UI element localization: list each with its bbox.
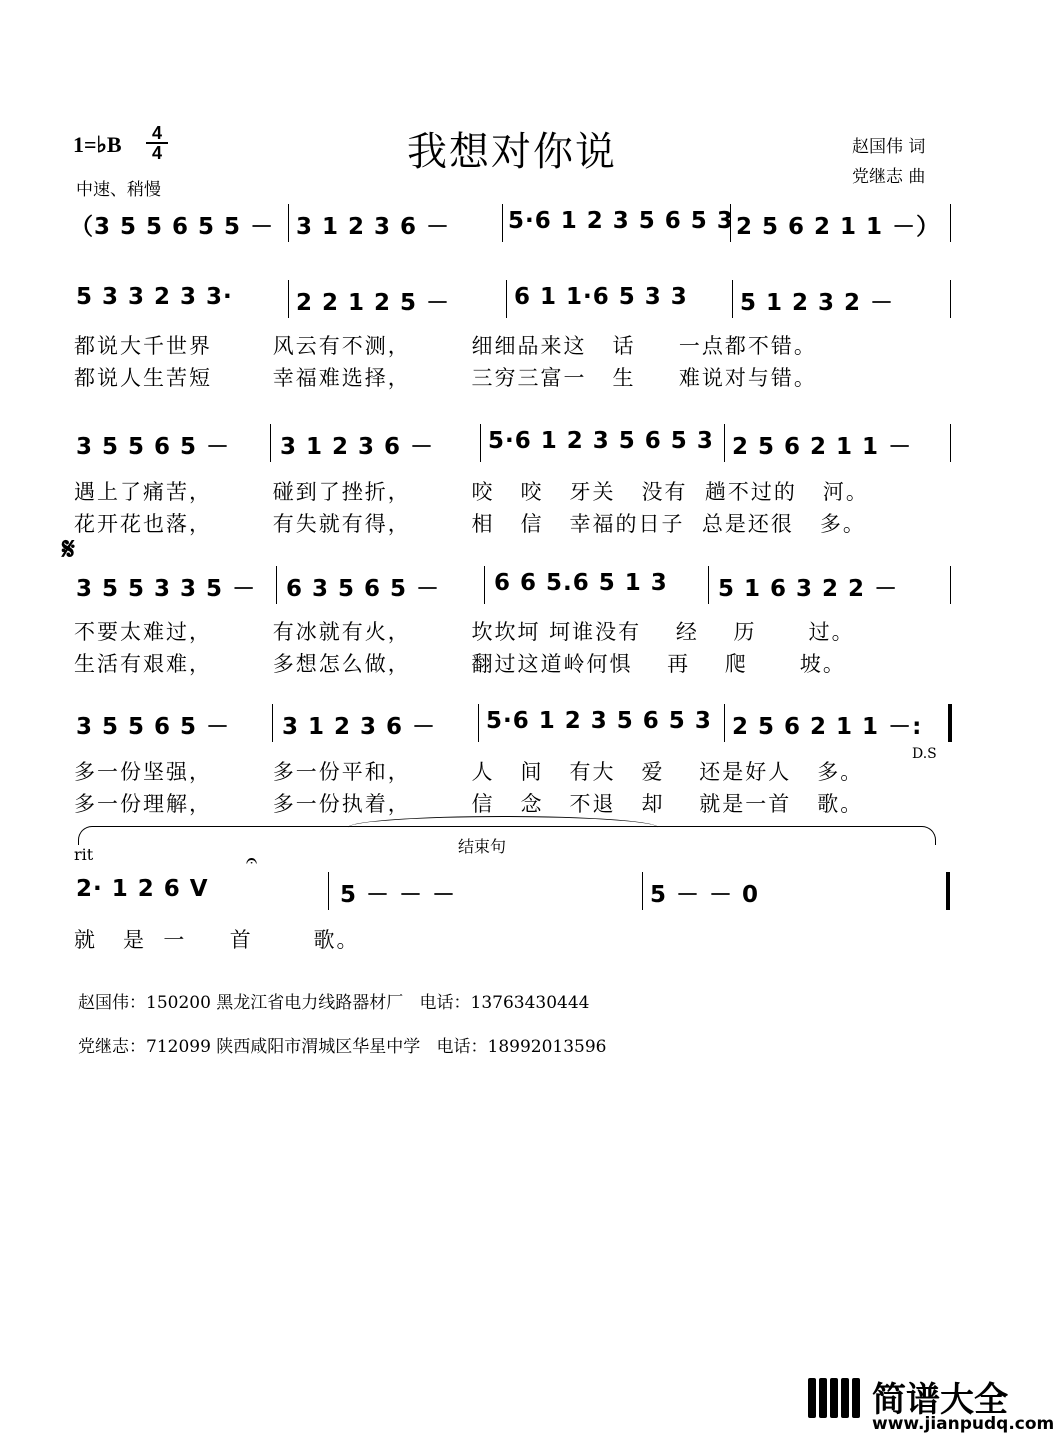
barline — [480, 424, 481, 462]
barline — [732, 280, 733, 318]
contact-composer: 党继志：712099 陕西咸阳市渭城区华星中学 电话：18992013596 — [78, 1037, 607, 1057]
lyric-line: 不要太难过， 有冰就有火， 坎坎坷 坷谁没有 经 历 过。 — [74, 620, 855, 644]
barline — [950, 280, 951, 318]
lyricist-credit: 赵国伟 词 — [852, 137, 926, 157]
composer-credit: 党继志 曲 — [852, 167, 926, 187]
barline — [642, 872, 643, 910]
measure: 5·6 1 2 3 5 6 5 3 — [488, 428, 714, 454]
measure: 5 － － － — [340, 882, 457, 908]
time-denominator: 4 — [151, 143, 162, 163]
da-segno-mark: D.S — [912, 746, 937, 762]
barline — [724, 704, 725, 742]
measure: 6 3 5 6 5 － — [286, 576, 441, 602]
lyric-line: 多一份理解， 多一份执着， 信 念 不退 却 就是一首 歌。 — [74, 792, 864, 816]
measure: 3 1 2 3 6 － — [282, 714, 437, 740]
barline — [288, 204, 289, 242]
barline — [730, 204, 731, 242]
contact-lyricist: 赵国伟：150200 黑龙江省电力线路器材厂 电话：13763430444 — [78, 993, 590, 1013]
lyric-line: 花开花也落， 有失就有得， 相 信 幸福的日子 总是还很 多。 — [74, 512, 866, 536]
barline — [502, 204, 503, 242]
measure: 3 1 2 3 6 － — [280, 434, 435, 460]
time-numerator: 4 — [146, 124, 168, 144]
measure: 5·6 1 2 3 5 6 5 3 — [508, 208, 734, 234]
barline — [484, 566, 485, 604]
measure: （3 5 5 6 5 5 － — [70, 214, 275, 240]
barline — [328, 872, 329, 910]
measure: 5 1 6 3 2 2 － — [718, 576, 899, 602]
score-row-intro — [70, 200, 954, 270]
barline — [478, 704, 479, 742]
measure: 6 1 1·6 5 3 3 — [514, 284, 688, 310]
barline — [506, 280, 507, 318]
measure: 5 3 3 2 3 3· — [76, 284, 233, 310]
ending-label: 结束句 — [458, 837, 507, 856]
barline — [950, 424, 951, 462]
measure: 6 6 5.6 5 1 3 — [494, 570, 668, 596]
measure: 3 5 5 3 3 5 － — [76, 576, 257, 602]
logo-url: www.jianpudq.com — [872, 1414, 1054, 1434]
site-logo — [808, 1378, 1054, 1434]
fermata-icon: 𝄐 — [246, 848, 258, 872]
lyric-line: 生活有艰难， 多想怎么做， 翻过这道岭何惧 再 爬 坡。 — [74, 652, 846, 676]
barline — [272, 704, 273, 742]
tempo-marking: 中速、稍慢 — [76, 180, 161, 200]
measure: 5 － － 0 — [650, 882, 760, 908]
final-barline — [946, 872, 950, 910]
song-title: 我想对你说 — [407, 129, 617, 175]
lyric-line: 多一份坚强， 多一份平和， 人 间 有大 爱 还是好人 多。 — [74, 760, 864, 784]
key-signature: 1=♭B — [73, 132, 122, 157]
logo-name: 简谱大全 — [872, 1380, 1008, 1420]
measure: 3 1 2 3 6 － — [296, 214, 451, 240]
lyric-line: 遇上了痛苦， 碰到了挫折， 咬 咬 牙关 没有 趟不过的 河。 — [74, 480, 869, 504]
barline — [950, 566, 951, 604]
barline — [270, 424, 271, 462]
measure: 5 1 2 3 2 － — [740, 290, 895, 316]
segno-sign: 𝄋 — [62, 532, 75, 567]
barline — [288, 280, 289, 318]
measure: 2 5 6 2 1 1 －: — [732, 714, 923, 740]
measure: 2 5 6 2 1 1 －） — [736, 214, 941, 240]
repeat-end-barline — [948, 704, 952, 742]
measure: 3 5 5 6 5 － — [76, 714, 231, 740]
piano-keys-icon — [808, 1378, 860, 1418]
lyric-line: 都说大千世界 风云有不测， 细细品来这 话 一点都不错。 — [74, 334, 817, 358]
barline — [276, 566, 277, 604]
lyric-line: 都说人生苦短 幸福难选择， 三穷三富一 生 难说对与错。 — [74, 366, 817, 390]
rit-marking: rit — [74, 845, 94, 864]
barline — [708, 566, 709, 604]
measure: 2 5 6 2 1 1 － — [732, 434, 913, 460]
barline — [724, 424, 725, 462]
measure: 2· 1 2 6 V — [76, 876, 209, 902]
barline — [950, 204, 951, 242]
lyric-line: 就 是 一 首 歌。 — [74, 928, 360, 952]
measure: 3 5 5 6 5 － — [76, 434, 231, 460]
measure: 2 2 1 2 5 － — [296, 290, 451, 316]
measure: 5·6 1 2 3 5 6 5 3 — [486, 708, 712, 734]
